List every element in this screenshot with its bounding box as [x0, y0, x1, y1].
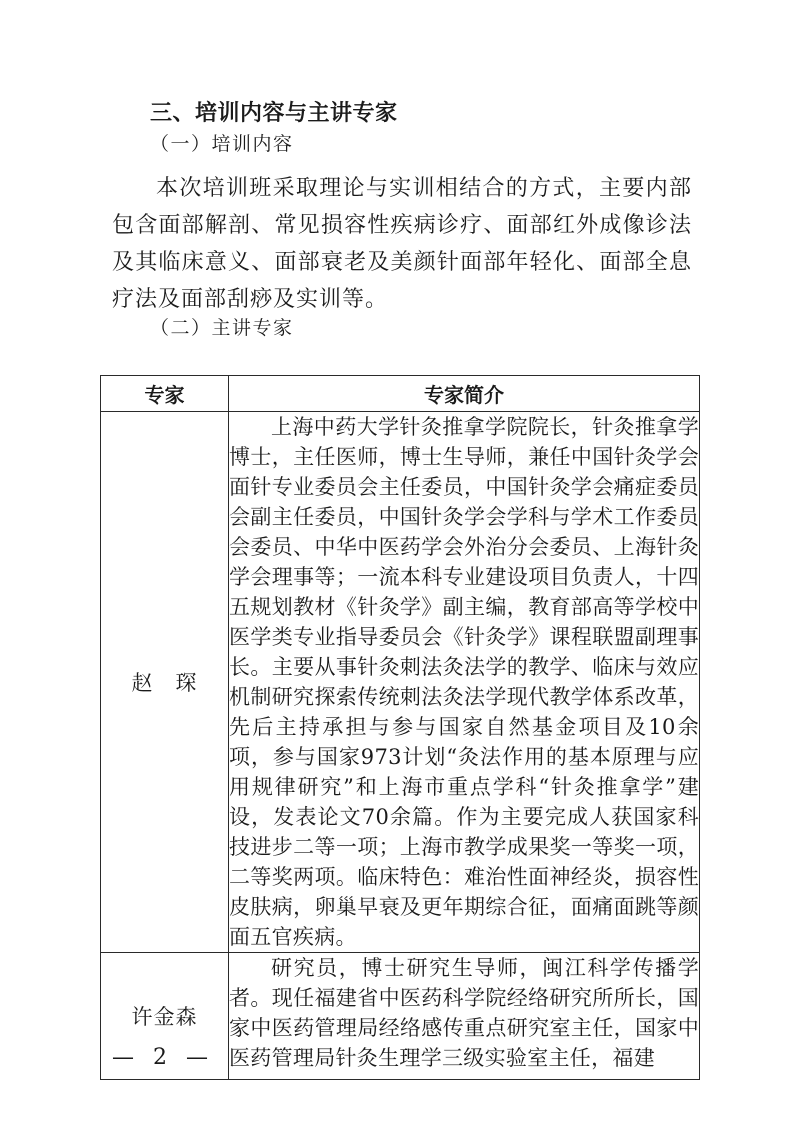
- experts-table: [100, 375, 700, 1080]
- expert-name: 许金森: [101, 953, 229, 1080]
- experts-heading: （二）主讲专家: [150, 317, 294, 339]
- table-header-row: [101, 376, 700, 412]
- expert-bio: 研究员，博士研究生导师，闽江科学传播学者。现任福建省中医药科学院经络研究所所长，国家中医药管理局经络感传重点研究室主任，国家中医药管理局针灸生理学三级实验室主任，福建: [229, 953, 700, 1080]
- column-header-expert: 专家: [101, 376, 229, 412]
- page-number: — 2 —: [112, 1045, 214, 1070]
- expert-bio: 上海中药大学针灸推拿学院院长，针灸推拿学博士，主任医师，博士生导师，兼任中国针灸学会面针专业委员会主任委员，中国针灸学会痛症委员会副主任委员，中国针灸学会学科与学术工作委员会委员、中华中医药学会外治分会委员、上海针灸学会理事等；一流本科专业建设项目负责人，十四五规划教材《针灸学》副主编，教育部高等学校中医学类专业指导委员会《针灸学》课程联盟副理事长。主要从事针灸刺法灸法学的教学、临床与效应机制研究探索传统刺法灸法学现代教学体系改革，先后主持承担与参与国家自然基金项目及10余项，参与国家973计划“灸法作用的基本原理与应用规律研究”和上海市重点学科“针灸推拿学”建设，发表论文70余篇。作为主要完成人获国家科技进步二等一项；上海市教学成果奖一等奖一项，二等奖两项。临床特色：难治性面神经炎，损容性皮肤病，卵巢早衰及更年期综合征，面痛面跳等颜面五官疾病。: [229, 412, 700, 953]
- section-title: 三、培训内容与主讲专家: [150, 101, 398, 126]
- table-row: [101, 412, 700, 953]
- expert-name: 赵 琛: [101, 412, 229, 953]
- column-header-profile: 专家简介: [229, 376, 700, 412]
- training-content-paragraph: 本次培训班采取理论与实训相结合的方式，主要内部包含面部解剖、常见损容性疾病诊疗、面部红外成像诊法及其临床意义、面部衰老及美颜针面部年轻化、面部全息疗法及面部刮痧及实训等。: [112, 176, 692, 312]
- training-content-heading: （一）培训内容: [150, 133, 294, 155]
